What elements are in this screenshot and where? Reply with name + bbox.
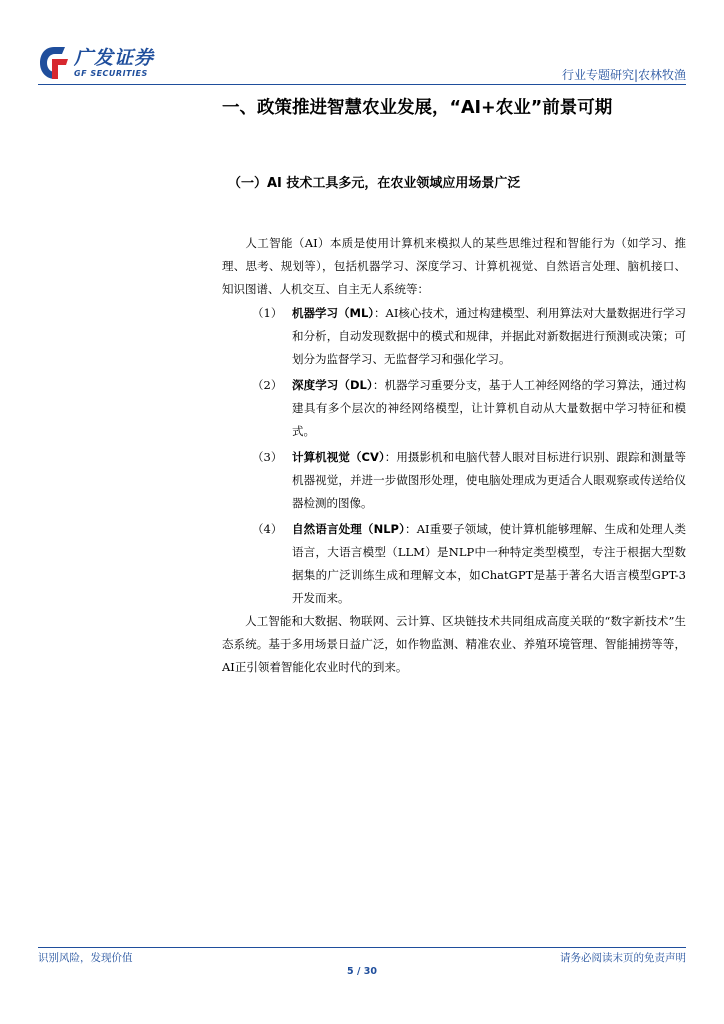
item-number: （2） <box>252 378 283 392</box>
page-number: 5 / 30 <box>347 966 377 977</box>
list-item <box>252 446 686 515</box>
item-text: ：AI重要子领域，使计算机能够理解、生成和处理人类语言，大语言模型（LLM）是NLP中一种特定类型模型，专注于根据大型数据集的广泛训练生成和理解文本，如ChatGPT是基于著名大语言模型GPT-3开发而来。 <box>292 522 686 605</box>
item-text: ：机器学习重要分支，基于人工神经网络的学习算法，通过构建具有多个层次的神经网络模型，让计算机自动从大量数据中学习特征和模式。 <box>292 378 686 438</box>
item-number: （3） <box>252 450 283 464</box>
closing-text: 人工智能和大数据、物联网、云计算、区块链技术共同组成高度关联的“数字新技术”生态系统。基于多用场景日益广泛，如作物监测、精准农业、养殖环境管理、智能捕捞等等，AI正引领着智能化农业时代的到来。 <box>222 614 686 674</box>
item-number: （4） <box>252 522 283 536</box>
footer-disclaimer: 请务必阅读末页的免责声明 <box>560 952 686 964</box>
gf-logo-icon <box>38 45 70 81</box>
item-text: ：AI核心技术，通过构建模型、利用算法对大量数据进行学习和分析，自动发现数据中的模式和规律，并据此对新数据进行预测或决策；可划分为监督学习、无监督学习和强化学习。 <box>292 306 686 366</box>
item-term: 自然语言处理（NLP） <box>292 522 406 536</box>
footer-divider <box>38 947 686 948</box>
closing-paragraph <box>222 610 686 679</box>
section-title: 一、政策推进智慧农业发展，“AI+农业”前景可期 <box>222 98 613 118</box>
item-text: ：用摄影机和电脑代替人眼对目标进行识别、跟踪和测量等机器视觉，并进一步做图形处理，使电脑处理成为更适合人眼观察或传送给仪器检测的图像。 <box>292 450 686 510</box>
item-term: 机器学习（ML） <box>292 306 375 320</box>
list-item <box>252 302 686 371</box>
logo-en-text: GF SECURITIES <box>74 69 148 78</box>
list-item <box>252 518 686 610</box>
logo-cn-text: 广发证券 <box>74 47 155 69</box>
header-divider <box>38 84 686 85</box>
gf-securities-logo <box>38 44 154 82</box>
list-item <box>252 374 686 443</box>
footer-slogan: 识别风险，发现价值 <box>38 952 133 964</box>
sub-title: （一）AI 技术工具多元，在农业领域应用场景广泛 <box>228 176 521 191</box>
intro-paragraph <box>222 232 686 301</box>
intro-text: 人工智能（AI）本质是使用计算机来模拟人的某些思维过程和智能行为（如学习、推理、思考、规划等），包括机器学习、深度学习、计算机视觉、自然语言处理、脑机接口、知识图谱、人机交互、自主无人系统等： <box>222 236 686 296</box>
item-term: 计算机视觉（CV） <box>292 450 385 464</box>
item-number: （1） <box>252 306 283 320</box>
item-term: 深度学习（DL） <box>292 378 373 392</box>
report-category: 行业专题研究|农林牧渔 <box>561 68 686 82</box>
